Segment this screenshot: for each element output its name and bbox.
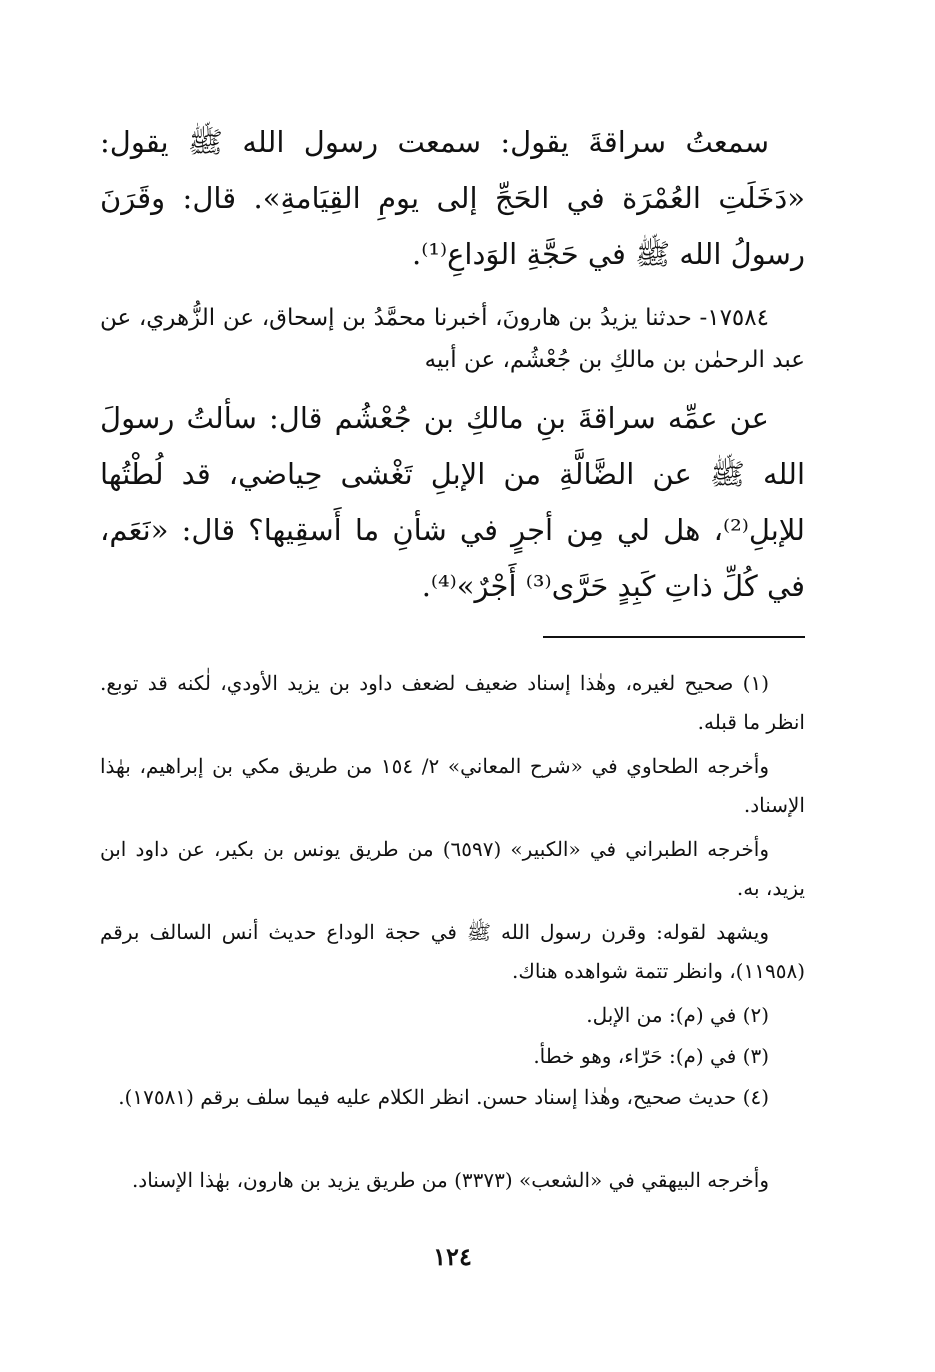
page-number: ١٢٤: [433, 1242, 472, 1271]
hadith-matn: عن عمِّه سراقةَ بنِ مالكِ بن جُعْشُم قال: سألتُ رسولَ الله ﷺ عن الضَّالَّةِ من الإبلِ تَغْشى حِياضي، قد لُطْتُها للإبلِ⁽²⁾، هل لي مِن أجرٍ في شأنِ ما أَسقِيها؟ قال: «نَعَم، في كُلِّ ذاتِ كَبِدٍ حَرَّى⁽³⁾ أَجْرٌ»⁽⁴⁾.: [100, 401, 805, 603]
footnote-1-continued-a: وأخرجه الطحاوي في «شرح المعاني» ٢/ ١٥٤ من طريق مكي بن إبراهيم، بهٰذا الإسناد.: [100, 754, 805, 817]
footnote-4: (٤) حديث صحيح، وهٰذا إسناد حسن. انظر الكلام عليه فيما سلف برقم (١٧٥٨١).: [118, 1085, 769, 1109]
footnote-3: (٣) في (م): حَرّاء، وهو خطأ.: [533, 1044, 769, 1068]
hadith-isnad: ١٧٥٨٤- حدثنا يزيدُ بن هارونَ، أخبرنا محمَّدُ بن إسحاق، عن الزُّهري، عن عبد الرحمٰن بن مالكِ بن جُعْشُم، عن أبيه: [100, 305, 805, 373]
footnote-separator: [543, 636, 805, 638]
footnote-2: (٢) في (م): من الإبل.: [586, 1003, 769, 1027]
book-page: [100, 0, 805, 1372]
footnote-1-continued-c: ويشهد لقوله: وقرن رسول الله ﷺ في حجة الوداع حديث أنس السالف برقم (١١٩٥٨)، وانظر تتمة شواهده هناك.: [100, 920, 805, 983]
footnote-1-continued-b: وأخرجه الطبراني في «الكبير» (٦٥٩٧) من طريق يونس بن بكير، عن داود ابن يزيد، به.: [100, 837, 805, 900]
footnote-4-continued: وأخرجه البيهقي في «الشعب» (٣٣٧٣) من طريق يزيد بن هارون، بهٰذا الإسناد.: [131, 1168, 769, 1192]
main-paragraph-1: سمعتُ سراقةَ يقول: سمعت رسول الله ﷺ يقول: «دَخَلَتِ العُمْرَة في الحَجِّ إلى يومِ القِيَامةِ». قال: وقَرَنَ رسولُ الله ﷺ في حَجَّةِ الوَداعِ⁽¹⁾.: [100, 125, 805, 271]
footnote-1: (١) صحيح لغيره، وهٰذا إسناد ضعيف لضعف داود بن يزيد الأودي، لٰكنه قد توبع. انظر ما قبله.: [100, 671, 805, 734]
